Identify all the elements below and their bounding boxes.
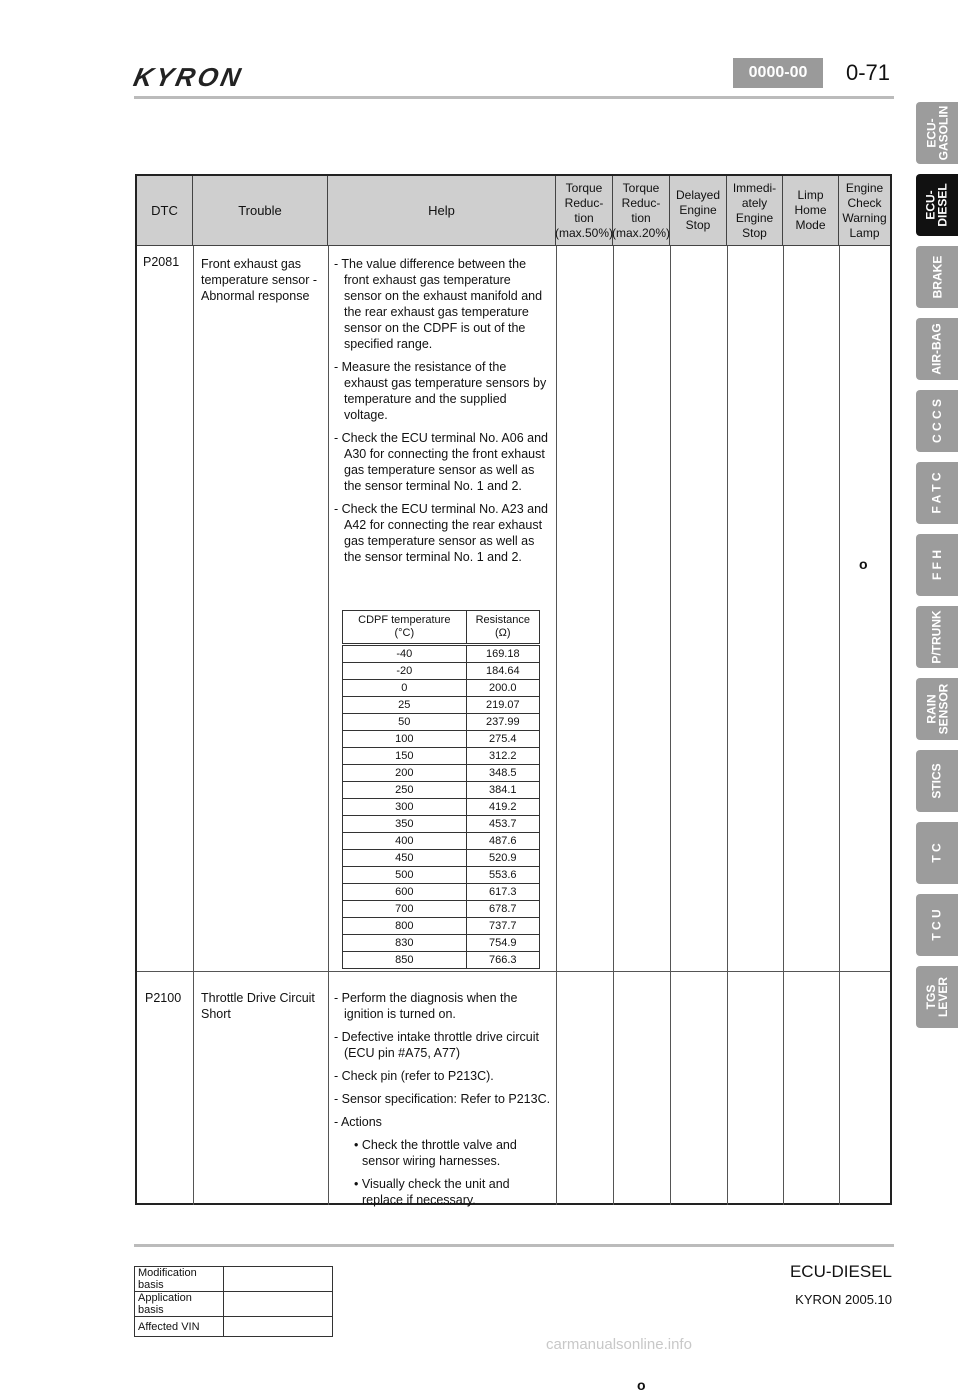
- application-basis-label: Application basis: [135, 1292, 224, 1317]
- side-tab-ecu-diesel[interactable]: ECU- DIESEL: [916, 174, 958, 236]
- table-row: 400 487.6: [343, 833, 540, 850]
- page-number: 0-71: [846, 60, 891, 85]
- table-row: 200 348.5: [343, 765, 540, 782]
- side-tab-ffh[interactable]: F F H: [916, 534, 958, 596]
- table-row: 800 737.7: [343, 918, 540, 935]
- header-engine-check: Engine Check Warning Lamp: [839, 176, 890, 246]
- header-immediate-stop: Immedi- ately Engine Stop: [727, 176, 783, 246]
- side-tab-fatc[interactable]: F A T C: [916, 462, 958, 524]
- affected-vin-label: Affected VIN: [135, 1317, 224, 1337]
- side-tab-cccs[interactable]: C C C S: [916, 390, 958, 452]
- dtc-code: P2100: [145, 991, 182, 1005]
- table-row: -20 184.64: [343, 663, 540, 680]
- help-text: - The value difference between the front exhaust gas temperature sensor on the exhaust manifold and the rear exhaust gas temperature sensor on the CDPF is out of the specified range. - Measure the resistance of the exhaust gas temperature sensors by temperature and the supplied voltage. - Check the ECU terminal No. A06 and A30 for connecting the front exhaust gas temperature sensor as well as the sensor terminal No. 1 and 2. - Check the ECU terminal No. A23 and A42 for connecting the rear exhaust gas temperature sensor as well as the sensor terminal No. 1 and 2.: [334, 257, 548, 564]
- torque-reduction-mark: o: [637, 1377, 646, 1393]
- side-tab-air-bag[interactable]: AIR-BAG: [916, 318, 958, 380]
- column-divider: [727, 246, 728, 1205]
- header-limp-home: Limp Home Mode: [783, 176, 839, 246]
- column-divider: [839, 246, 840, 1205]
- resistance-header-resistance: Resistance (Ω): [466, 611, 539, 645]
- header-divider: [134, 96, 894, 99]
- column-divider: [783, 246, 784, 1205]
- side-tab-brake[interactable]: BRAKE: [916, 246, 958, 308]
- table-row: 600 617.3: [343, 884, 540, 901]
- side-tab-p-trunk[interactable]: P/TRUNK: [916, 606, 958, 668]
- footer-section-title: ECU-DIESEL: [789, 1262, 892, 1281]
- header-torque-20: Torque Reduc- tion (max.20%): [613, 176, 670, 246]
- table-row: 250 384.1: [343, 782, 540, 799]
- table-row: 0 200.0: [343, 680, 540, 697]
- header-torque-50: Torque Reduc- tion (max.50%): [556, 176, 613, 246]
- modification-basis-value: [224, 1267, 333, 1292]
- table-row: 500 553.6: [343, 867, 540, 884]
- header-delayed-stop: Delayed Engine Stop: [670, 176, 727, 246]
- trouble-description: Throttle Drive Circuit Short: [201, 991, 315, 1021]
- table-row: 830 754.9: [343, 935, 540, 952]
- side-tab-tc[interactable]: T C: [916, 822, 958, 884]
- trouble-description: Front exhaust gas temperature sensor - Abnormal response: [201, 257, 318, 303]
- section-code-badge: 0000-00: [733, 58, 823, 88]
- table-row: 700 678.7: [343, 901, 540, 918]
- column-divider: [328, 246, 329, 1205]
- table-row: 850 766.3: [343, 952, 540, 969]
- application-basis-value: [224, 1292, 333, 1317]
- side-tab-tgs-lever[interactable]: TGS LEVER: [916, 966, 958, 1028]
- modification-basis-label: Modification basis: [135, 1267, 224, 1292]
- watermark: carmanualsonline.info: [546, 1336, 692, 1353]
- header-trouble: Trouble: [193, 176, 328, 246]
- table-row: 50 237.99: [343, 714, 540, 731]
- table-row: 300 419.2: [343, 799, 540, 816]
- side-tab-tcu[interactable]: T C U: [916, 894, 958, 956]
- table-row: 25 219.07: [343, 697, 540, 714]
- table-row: 100 275.4: [343, 731, 540, 748]
- column-divider: [556, 246, 557, 1205]
- table-row: 150 312.2: [343, 748, 540, 765]
- side-tab-rain-sensor[interactable]: RAIN SENSOR: [916, 678, 958, 740]
- modification-table: [134, 1266, 333, 1337]
- resistance-header-temperature: CDPF temperature (°C): [343, 611, 467, 645]
- resistance-table: [342, 610, 540, 969]
- column-divider: [613, 246, 614, 1205]
- table-row: -40 169.18: [343, 645, 540, 663]
- side-tab-ecu-gasolin[interactable]: ECU- GASOLIN: [916, 102, 958, 164]
- header-dtc: DTC: [137, 176, 193, 246]
- affected-vin-value: [224, 1317, 333, 1337]
- footer-model-date: KYRON 2005.10: [795, 1292, 892, 1307]
- row-divider: [137, 971, 890, 972]
- header-help: Help: [328, 176, 556, 246]
- table-row: 350 453.7: [343, 816, 540, 833]
- side-tab-stics[interactable]: STICS: [916, 750, 958, 812]
- help-text: - Perform the diagnosis when the ignition is turned on. - Defective intake throttle drive circuit (ECU pin #A75, A77) - Check pin (refer to P213C). - Sensor specification: Refer to P213C. - Actions • Check the throttle valve and sensor wiring harnesses. • Visually check the unit and replace if necessary.: [334, 991, 551, 1207]
- kyron-logo: KYRON: [130, 62, 247, 92]
- dtc-code: P2081: [143, 255, 180, 269]
- footer-divider: [134, 1244, 894, 1247]
- engine-check-mark: o: [859, 556, 868, 572]
- column-divider: [193, 246, 194, 1205]
- table-row: 450 520.9: [343, 850, 540, 867]
- column-divider: [670, 246, 671, 1205]
